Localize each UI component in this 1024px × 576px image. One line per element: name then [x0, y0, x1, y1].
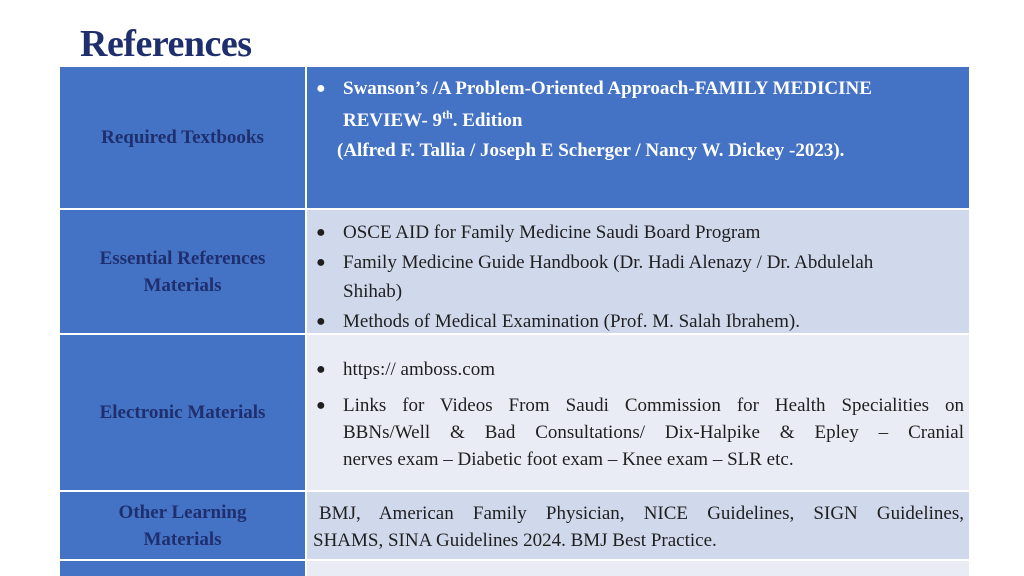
row-label	[60, 335, 307, 490]
list-item	[309, 356, 964, 383]
list-item: ● Links for Videos From Saudi Commission for Health Specialities on BBNs/Well & Bad Consultations/ Dix-Halpike & Epley – Cranial nerves exam – Diabetic foot exam – Knee exam – SLR etc.	[309, 392, 964, 473]
row-label	[60, 210, 307, 333]
other-materials-line1: BMJ, American Family Physician, NICE Guidelines, SIGN Guidelines,	[319, 503, 964, 524]
row-label-line1: Other Learning	[118, 501, 247, 523]
bullet-icon: ●	[316, 361, 326, 378]
row-content	[307, 492, 969, 559]
row-label-line1: Essential References	[99, 247, 266, 269]
row-label-text: Required Textbooks	[101, 127, 264, 148]
bullet-icon: ●	[316, 253, 326, 271]
other-materials-line2: SHAMS, SINA Guidelines 2024. BMJ Best Practice.	[313, 530, 717, 551]
row-label-line2: Materials	[143, 528, 222, 550]
list-item: ● OSCE AID for Family Medicine Saudi Board Program	[309, 218, 949, 248]
table-row-required-textbooks	[60, 67, 969, 208]
row-label	[60, 561, 307, 576]
amboss-link[interactable]: https:// amboss.com	[343, 359, 495, 380]
bullet-icon: ●	[316, 80, 326, 97]
row-content	[307, 210, 969, 333]
list-item: ● Family Medicine Guide Handbook (Dr. Hadi Alenazy / Dr. Abdulelah Shihab)	[309, 248, 949, 307]
table-row-essential-references	[60, 210, 969, 333]
row-label	[60, 67, 307, 208]
row-content	[307, 561, 969, 576]
page-title: References	[80, 23, 252, 65]
row-label	[60, 492, 307, 559]
row-content	[307, 67, 969, 208]
table-row-electronic-materials	[60, 335, 969, 490]
list-item: ● Methods of Medical Examination (Prof. M. Salah Ibrahem).	[309, 307, 949, 337]
row-label-line2: Materials	[143, 274, 222, 296]
textbook-title-line2: REVIEW- 9th. Edition	[343, 108, 523, 132]
list-item	[309, 75, 949, 134]
bullet-icon: ●	[316, 224, 326, 241]
table-row-partial	[60, 561, 969, 576]
textbook-authors: (Alfred F. Tallia / Joseph E Scherger / Nancy W. Dickey -2023).	[337, 140, 845, 161]
textbook-title-line1: Swanson’s /A Problem-Oriented Approach-FAMILY MEDICINE	[343, 78, 872, 99]
table-row-other-learning	[60, 492, 969, 559]
row-label-text: Electronic Materials	[99, 402, 266, 423]
row-content	[307, 335, 969, 490]
bullet-icon: ●	[316, 397, 326, 414]
bullet-icon: ●	[316, 312, 326, 330]
